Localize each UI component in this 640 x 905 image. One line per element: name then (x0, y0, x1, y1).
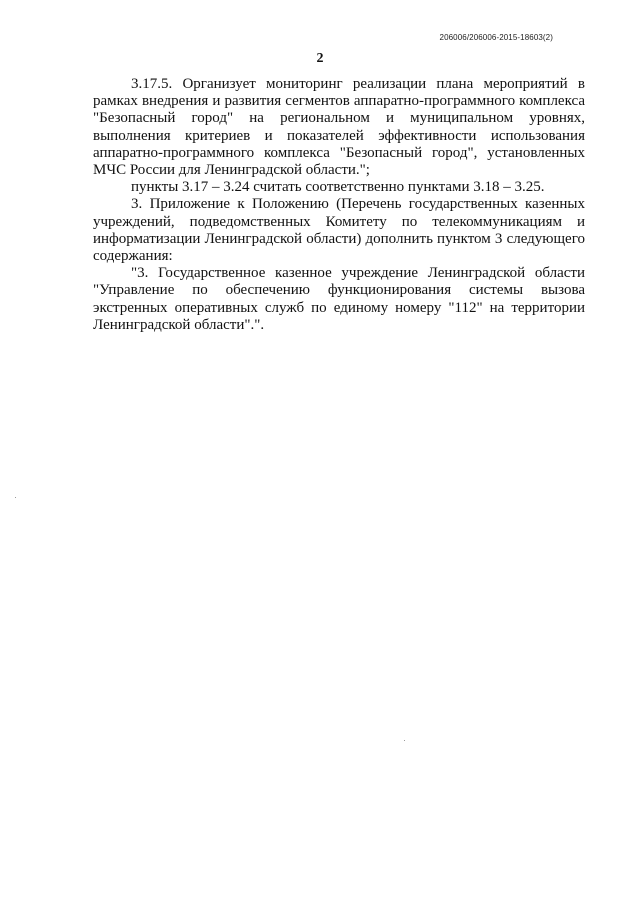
document-id: 206006/206006-2015-18603(2) (439, 33, 553, 42)
scan-speck (15, 497, 16, 498)
scan-speck (404, 740, 405, 741)
paragraph-item-3: 3. Приложение к Положению (Перечень государственных казенных учреждений, подведомственных Комитету по телекоммуникациям и информатизации Ленинградской области) дополнить пунктом 3 следующего содержания: (93, 196, 585, 265)
paragraph-3-17-5: 3.17.5. Организует мониторинг реализации плана мероприятий в рамках внедрения и развития сегментов аппаратно-программного комплекса "Безопасный город" на региональном и муниципальном уровнях, выполнения критериев и показателей эффективности использования аппаратно-программного комплекса "Безопасный город", установленных МЧС России для Ленинградской области."; (93, 76, 585, 179)
paragraph-quoted-item: "3. Государственное казенное учреждение Ленинградской области "Управление по обеспечению функционирования системы вызова экстренных оперативных служб по единому номеру "112" на территории Ленинградской области".". (93, 265, 585, 333)
document-body (93, 76, 585, 334)
paragraph-renumbering: пункты 3.17 – 3.24 считать соответственно пунктами 3.18 – 3.25. (131, 179, 545, 196)
page-number: 2 (316, 51, 324, 66)
